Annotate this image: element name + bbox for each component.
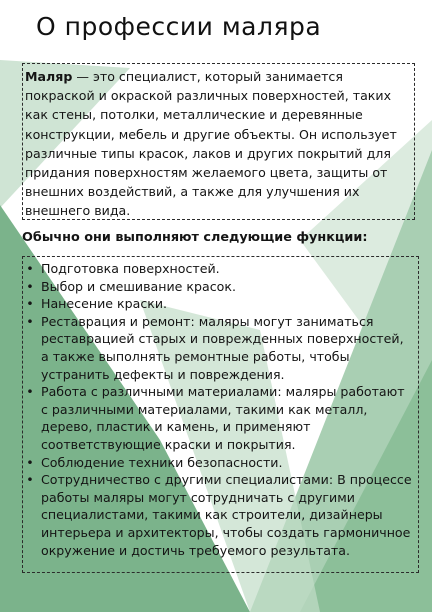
function-item: • Работа с различными материалами: маляры работают с различными материалами, такими как металл, дерево, пластик и камень, и применяют соответствующие краски и покрытия. — [26, 384, 405, 452]
bullet-icon: • — [26, 278, 34, 294]
functions-heading: Обычно они выполняют следующие функции: — [22, 230, 368, 245]
function-item: • Реставрация и ремонт: маляры могут заниматься реставрацией старых и поврежденных поверхностей, а также выполнять ремонтные работы, чтобы устранить дефекты и повреждения. — [26, 313, 404, 382]
bullet-icon: • — [26, 261, 34, 276]
function-item: • Нанесение краски. — [26, 296, 168, 312]
intro-box — [22, 63, 415, 220]
intro-paragraph — [25, 67, 408, 221]
bullet-icon: • — [26, 472, 34, 488]
bullet-icon: • — [26, 313, 34, 329]
function-item: • Соблюдение техники безопасности. — [26, 454, 283, 470]
function-item: • Выбор и смешивание красок. — [26, 278, 236, 294]
intro-term: Маляр — [25, 69, 73, 84]
functions-list — [26, 260, 414, 559]
bullet-icon: • — [26, 384, 34, 400]
page-title: О профессии маляра — [36, 12, 322, 41]
function-item: • Сотрудничество с другими специалистами: В процессе работы маляры могут сотрудничать с другими специалистами, такими как строители, дизайнеры интерьера и архитекторы, чтобы создать гармоничное окружение и достичь требуемого результата. — [26, 472, 412, 558]
bullet-icon: • — [26, 454, 34, 470]
bullet-icon: • — [26, 296, 34, 312]
function-item: • Подготовка поверхностей. — [26, 261, 220, 276]
functions-box — [22, 256, 419, 573]
intro-text: — это специалист, который занимается покраской и окраской различных поверхностей, таких как стены, потолки, металлические и деревянные конструкции, мебель и другие объекты. Он использует различные типы красок, лаков и других покрытий для придания поверхностям желаемого цвета, защиты от внешних воздействий, а также для улучшения их внешнего вида. — [25, 69, 397, 219]
